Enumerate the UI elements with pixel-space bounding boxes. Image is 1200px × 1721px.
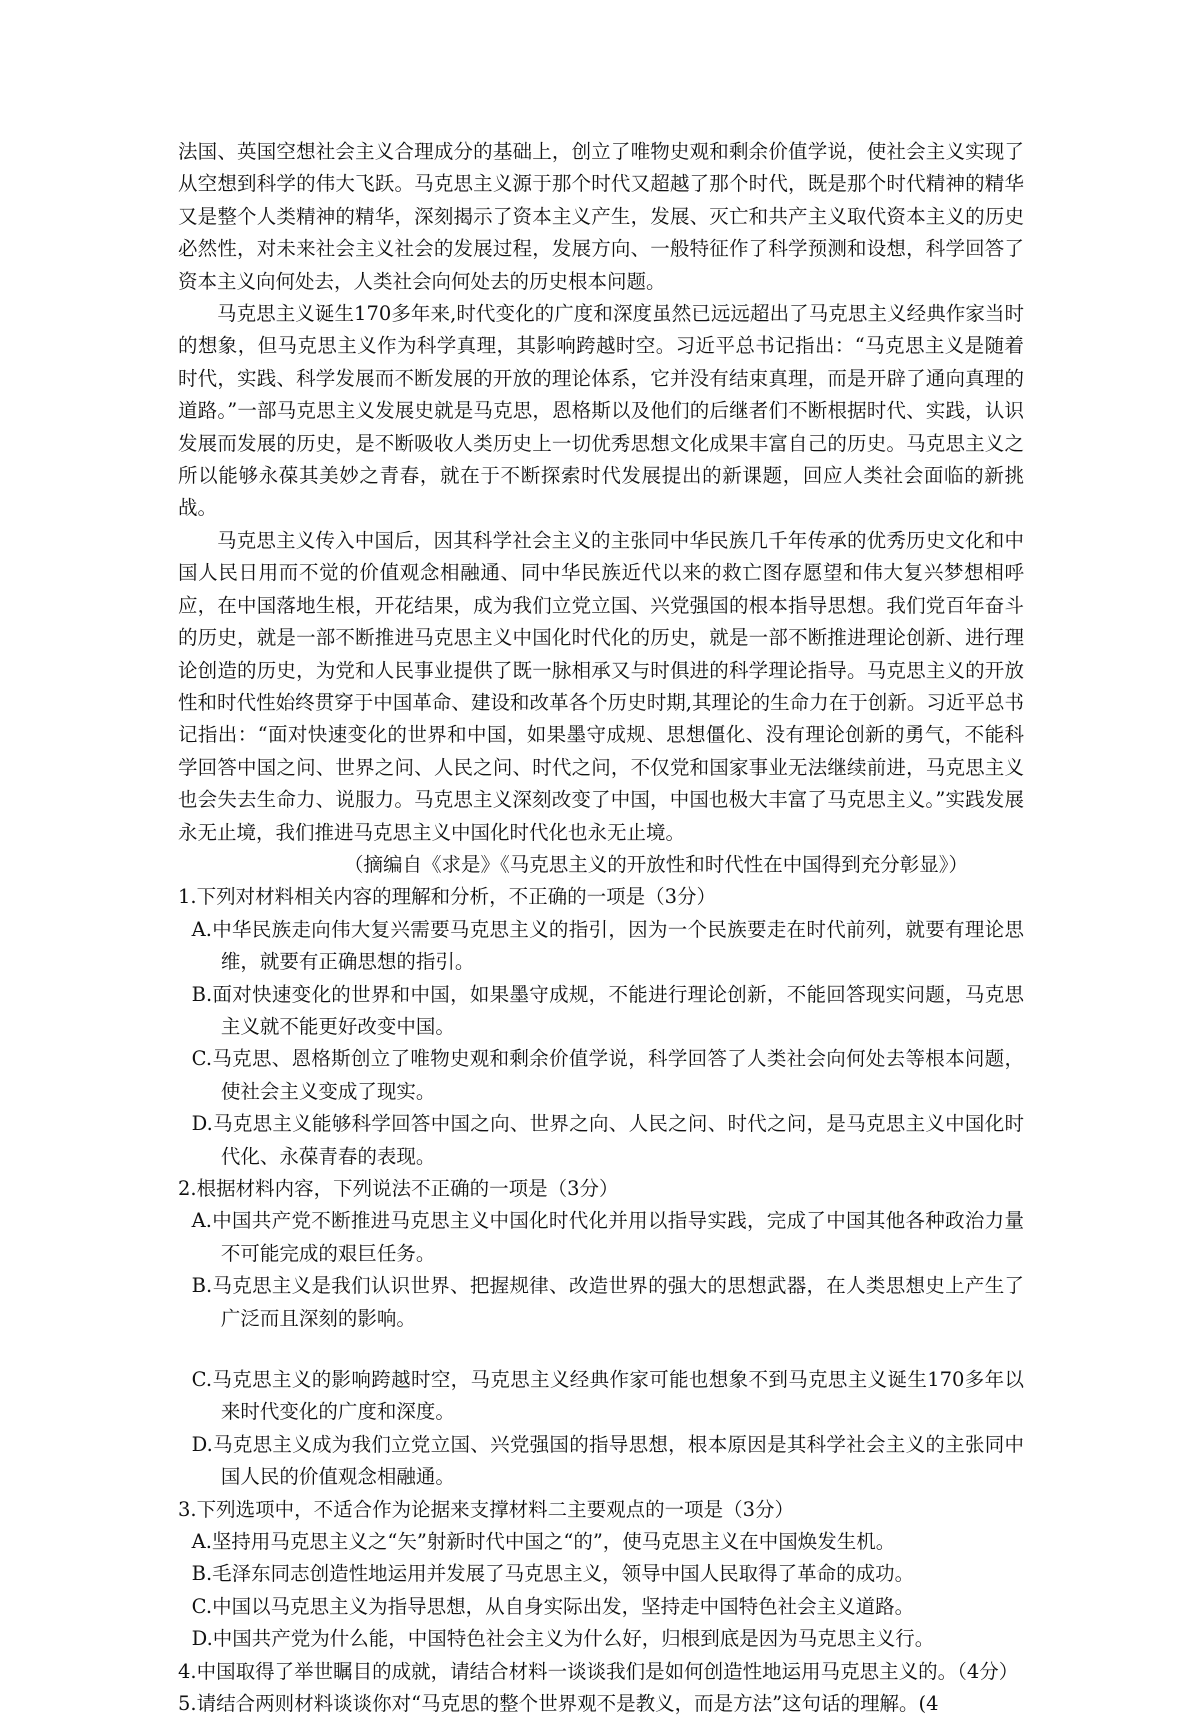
question-3-option-b: B.毛泽东同志创造性地运用并发展了马克思主义，领导中国人民取得了革命的成功。 — [191, 1562, 915, 1586]
question-3-option-a: A.坚持用马克思主义之“矢”射新时代中国之“的”，使马克思主义在中国焕发生机。 — [191, 1530, 896, 1554]
question-1 — [178, 881, 1024, 1173]
passage-source: （摘编自《求是》《马克思主义的开放性和时代性在中国得到充分彰显》） — [344, 852, 969, 876]
question-2-option-a: A.中国共产党不断推进马克思主义中国化时代化并用以指导实践，完成了中国其他各种政治力量不可能完成的艰巨任务。 — [191, 1209, 1024, 1265]
question-3-option-c: C.中国以马克思主义为指导思想，从自身实际出发，坚持走中国特色社会主义道路。 — [191, 1594, 915, 1618]
question-2-option-c: C.马克思主义的影响跨越时空，马克思主义经典作家可能也想象不到马克思主义诞生170多年以来时代变化的广度和深度。 — [191, 1368, 1024, 1424]
passage-paragraph-2: 马克思主义诞生170多年来,时代变化的广度和深度虽然已远远超出了马克思主义经典作家当时的想象，但马克思主义作为科学真理，其影响跨越时空。习近平总书记指出：“马克思主义是随着时代，实践、科学发展而不断发展的开放的理论体系，它并没有结束真理，而是开辟了通向真理的道路。”一部马克思主义发展史就是马克思，恩格斯以及他们的后继者们不断根据时代、实践，认识发展而发展的历史，是不断吸收人类历史上一切优秀思想文化成果丰富自己的历史。马克思主义之所以能够永葆其美妙之青春，就在于不断探索时代发展提出的新课题，回应人类社会面临的新挑战。 — [178, 302, 1024, 520]
question-4 — [178, 1656, 1024, 1688]
question-1-stem: 1.下列对材料相关内容的理解和分析，不正确的一项是（3分） — [178, 885, 717, 909]
passage-paragraph-1: 法国、英国空想社会主义合理成分的基础上，创立了唯物史观和剩余价值学说，使社会主义实现了从空想到科学的伟大飞跃。马克思主义源于那个时代又超越了那个时代，既是那个时代精神的精华又是整个人类精神的精华，深刻揭示了资本主义产生，发展、灭亡和共产主义取代资本主义的历史必然性，对未来社会主义社会的发展过程，发展方向、一般特征作了科学预测和设想，科学回答了资本主义向何处去，人类社会向何处去的历史根本问题。 — [178, 140, 1024, 293]
question-1-option-b: B.面对快速变化的世界和中国，如果墨守成规，不能进行理论创新，不能回答现实问题，马克思主义就不能更好改变中国。 — [191, 982, 1024, 1038]
question-3 — [178, 1494, 1024, 1656]
question-1-option-c: C.马克思、恩格斯创立了唯物史观和剩余价值学说，科学回答了人类社会向何处去等根本问题，使社会主义变成了现实。 — [191, 1047, 1024, 1103]
question-1-option-d: D.马克思主义能够科学回答中国之向、世界之向、人民之问、时代之问，是马克思主义中国化时代化、永葆青春的表现。 — [191, 1112, 1024, 1168]
blank-gap — [178, 1335, 1024, 1364]
question-5-stem: 5.请结合两则材料谈谈你对“马克思的整个世界观不是教义，而是方法”这句话的理解。(4 — [178, 1692, 939, 1716]
question-3-stem: 3.下列选项中，不适合作为论据来支撑材料二主要观点的一项是（3分） — [178, 1497, 795, 1521]
question-2-stem: 2.根据材料内容，下列说法不正确的一项是（3分） — [178, 1177, 619, 1200]
question-2 — [178, 1173, 1024, 1494]
question-1-option-a: A.中华民族走向伟大复兴需要马克思主义的指引，因为一个民族要走在时代前列，就要有理论思维，就要有正确思想的指引。 — [191, 917, 1024, 974]
page-content — [178, 136, 1024, 1721]
question-5 — [178, 1688, 1024, 1720]
question-2-option-d: D.马克思主义成为我们立党立国、兴党强国的指导思想，根本原因是其科学社会主义的主张同中国人民的价值观念相融通。 — [191, 1432, 1024, 1489]
question-4-stem: 4.中国取得了举世瞩目的成就，请结合材料一谈谈我们是如何创造性地运用马克思主义的。（4分） — [178, 1659, 1019, 1683]
question-2-option-b: B.马克思主义是我们认识世界、把握规律、改造世界的强大的思想武器，在人类思想史上产生了广泛而且深刻的影响。 — [191, 1274, 1024, 1330]
question-3-option-d: D.中国共产党为什么能，中国特色社会主义为什么好，归根到底是因为马克思主义行。 — [191, 1627, 935, 1651]
passage-paragraph-3: 马克思主义传入中国后，因其科学社会主义的主张同中华民族几千年传承的优秀历史文化和中国人民日用而不觉的价值观念相融通、同中华民族近代以来的救亡图存愿望和伟大复兴梦想相呼应，在中国落地生根，开花结果，成为我们立党立国、兴党强国的根本指导思想。我们党百年奋斗的历史，就是一部不断推进马克思主义中国化时代化的历史，就是一部不断推进理论创新、进行理论创造的历史，为党和人民事业提供了既一脉相承又与时俱进的科学理论指导。马克思主义的开放性和时代性始终贯穿于中国革命、建设和改革各个历史时期,其理论的生命力在于创新。习近平总书记指出：“面对快速变化的世界和中国，如果墨守成规、思想僵化、没有理论创新的勇气，不能科学回答中国之问、世界之问、人民之问、时代之问，不仅党和国家事业无法继续前进，马克思主义也会失去生命力、说服力。马克思主义深刻改变了中国，中国也极大丰富了马克思主义。”实践发展永无止境，我们推进马克思主义中国化时代化也永无止境。 — [178, 528, 1024, 844]
